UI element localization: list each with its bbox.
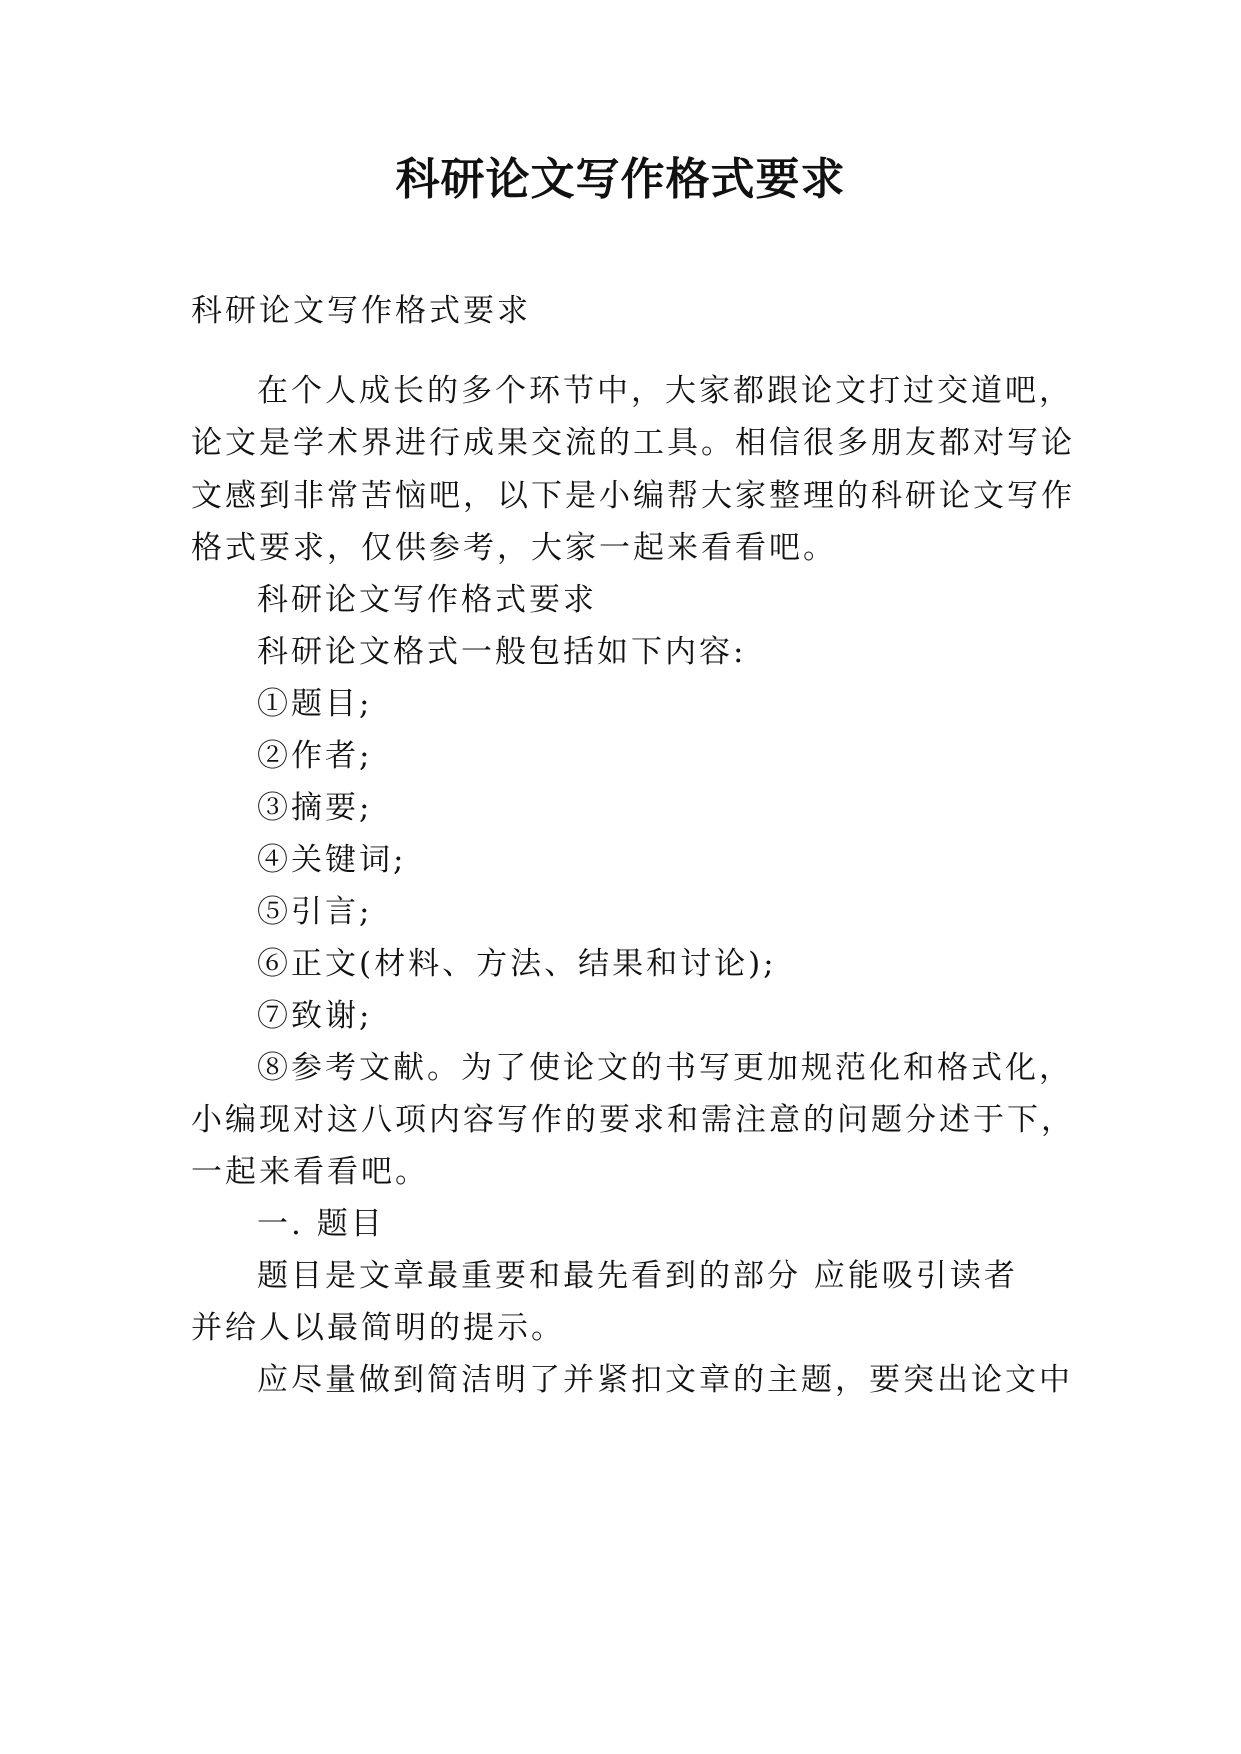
section-heading: 科研论文写作格式要求: [257, 582, 597, 618]
list-item: ③摘要;: [257, 790, 373, 826]
paragraph-line: 科研论文格式一般包括如下内容:: [257, 634, 747, 670]
list-item: ④关键词;: [257, 842, 407, 878]
paragraph-line: 文感到非常苦恼吧，以下是小编帮大家整理的科研论文写作: [191, 478, 1075, 514]
list-item: ⑤引言;: [257, 894, 373, 930]
paragraph-line: 小编现对这八项内容写作的要求和需注意的问题分述于下，: [191, 1102, 1075, 1138]
list-item: ⑥正文(材料、方法、结果和讨论);: [257, 946, 777, 982]
paragraph-line: 在个人成长的多个环节中，大家都跟论文打过交道吧，: [257, 373, 1073, 409]
paragraph-line: 论文是学术界进行成果交流的工具。相信很多朋友都对写论: [191, 425, 1075, 461]
paragraph-line: 题目是文章最重要和最先看到的部分 应能吸引读者: [257, 1258, 1018, 1294]
page-title: 科研论文写作格式要求: [395, 154, 846, 205]
list-item: ⑦致谢;: [257, 998, 373, 1034]
paragraph-line: 一起来看看吧。: [191, 1154, 429, 1190]
paragraph-line: 应尽量做到简洁明了并紧扣文章的主题，要突出论文中: [257, 1362, 1073, 1398]
paragraph-line: 并给人以最简明的提示。: [191, 1310, 565, 1346]
list-item: ⑧参考文献。为了使论文的书写更加规范化和格式化，: [257, 1050, 1073, 1086]
document-subtitle: 科研论文写作格式要求: [191, 293, 531, 329]
section-heading: 一. 题目: [257, 1206, 385, 1242]
list-item: ②作者;: [257, 738, 373, 774]
paragraph-line: 格式要求，仅供参考，大家一起来看看吧。: [191, 530, 837, 566]
list-item: ①题目;: [257, 686, 373, 722]
